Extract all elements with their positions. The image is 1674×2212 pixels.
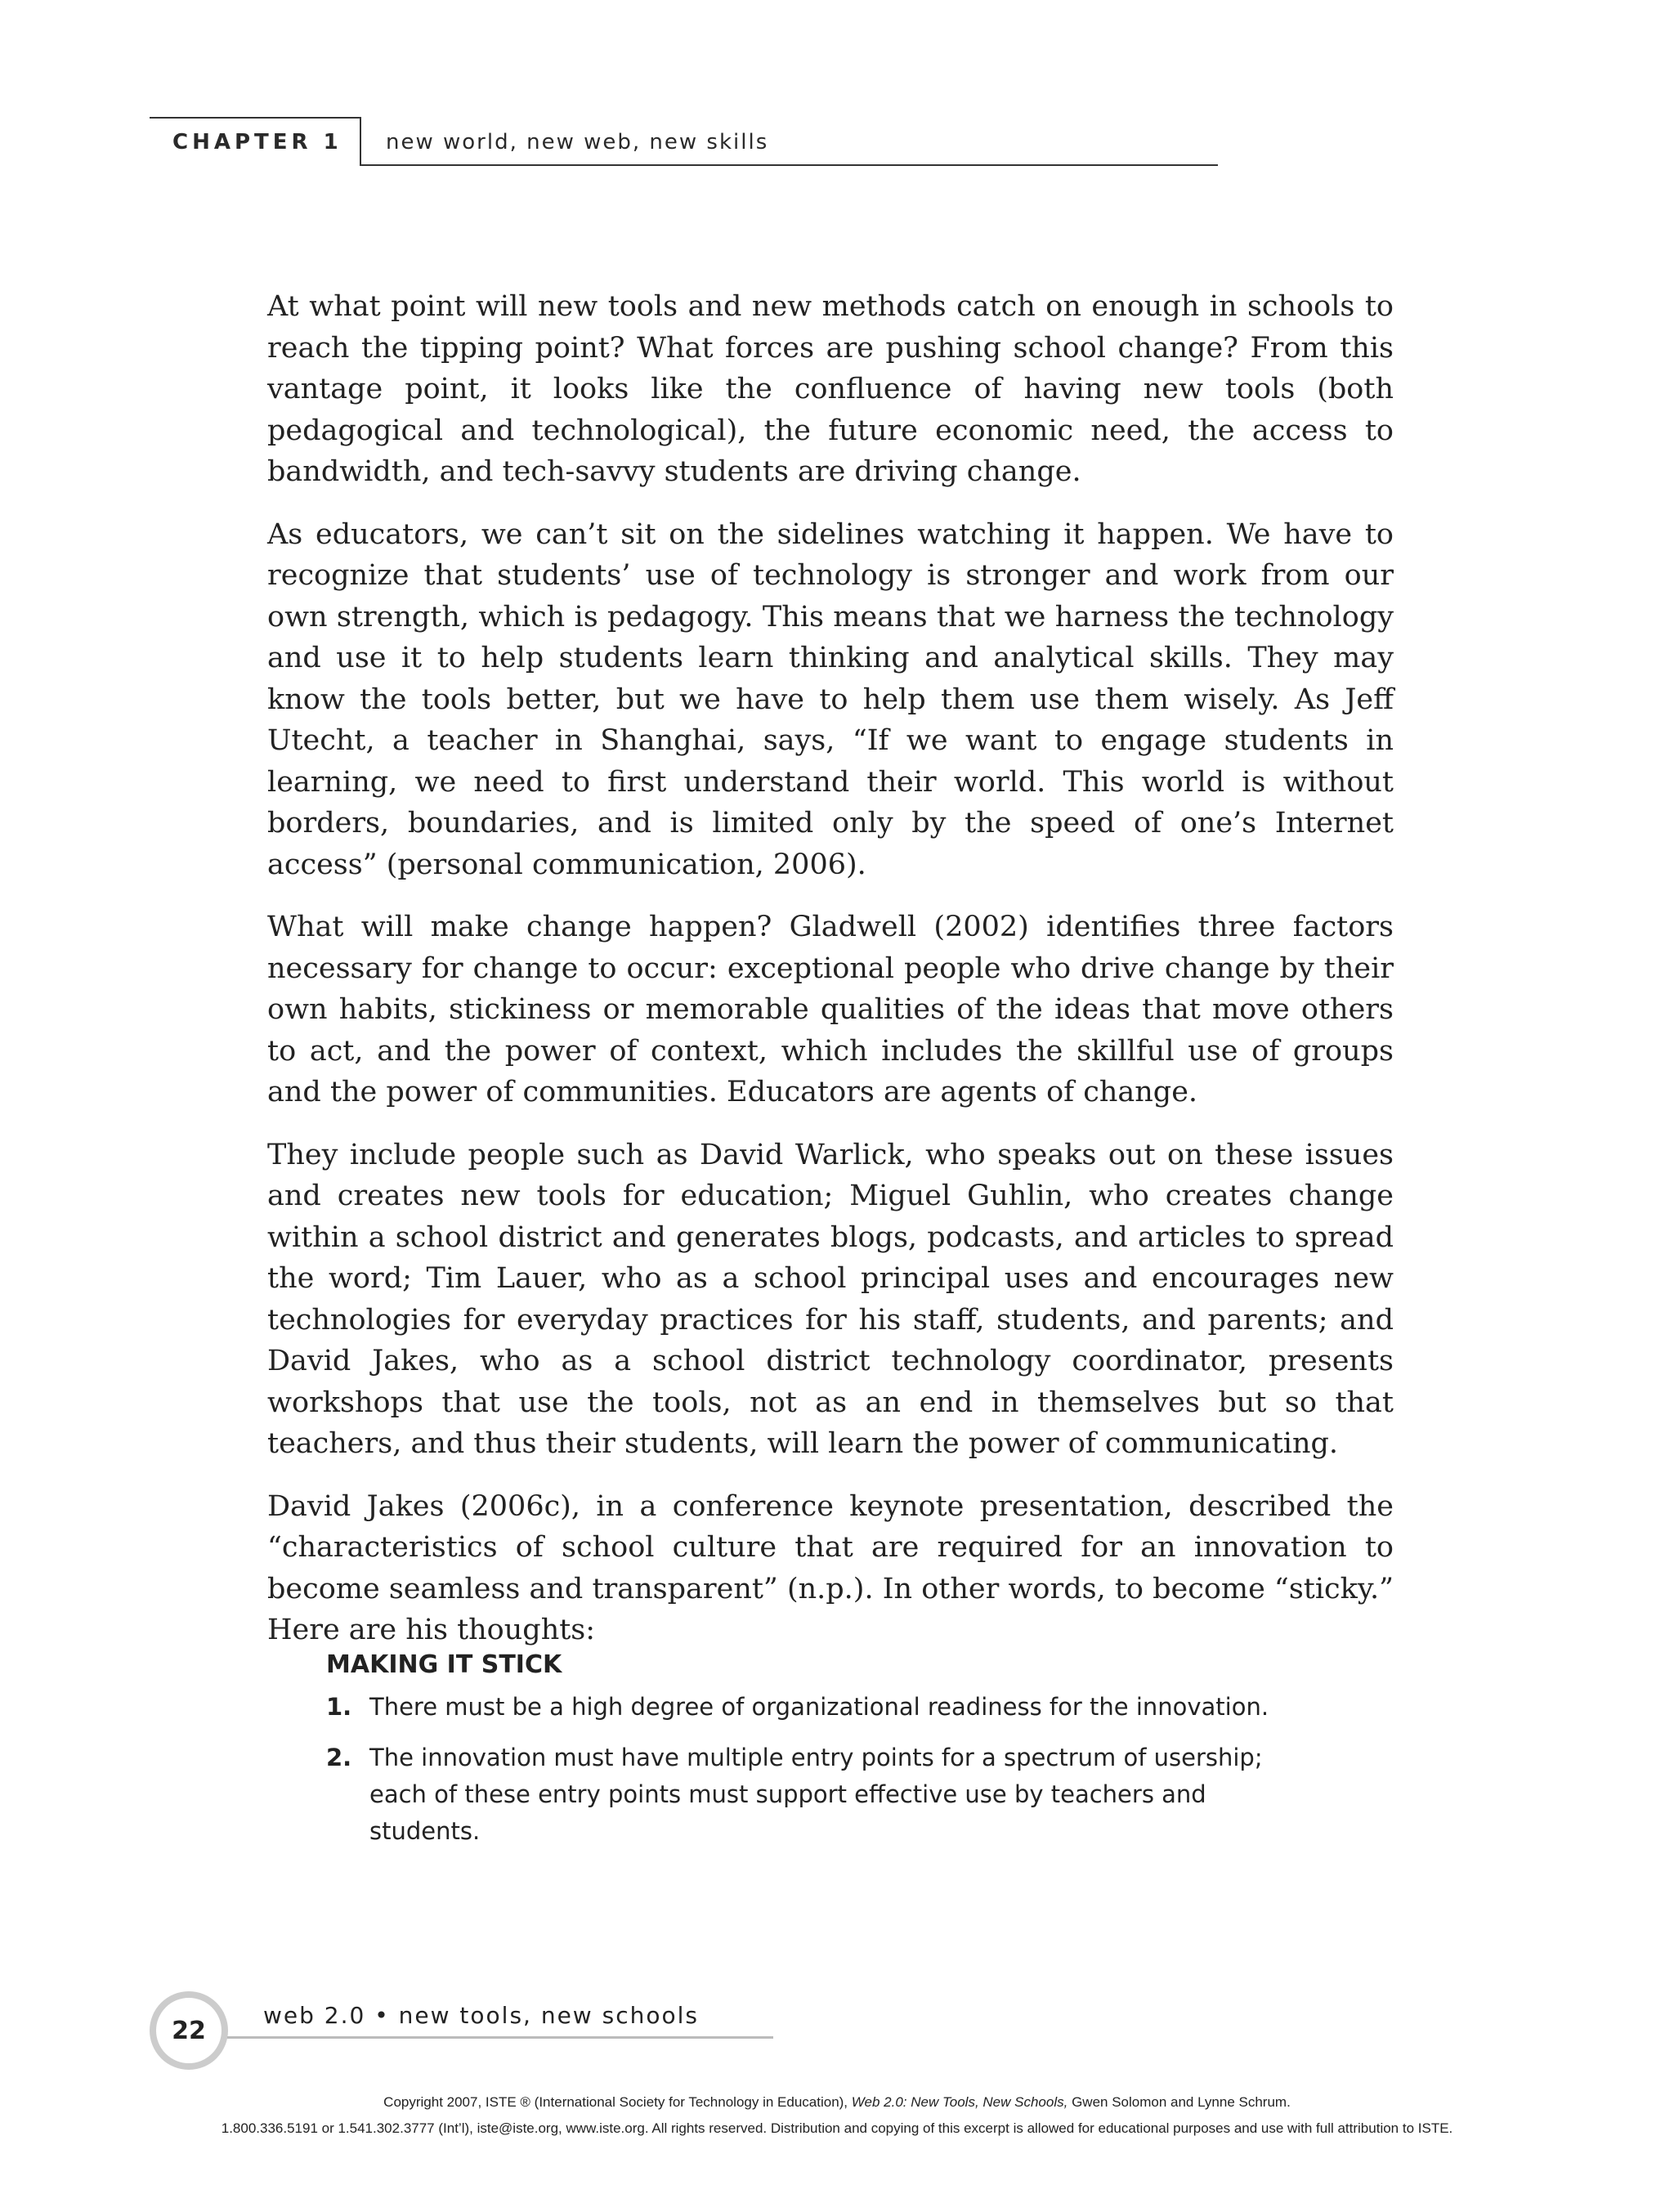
body-paragraph: As educators, we can’t sit on the sidelines watching it happen. We have to recognize that students’ use of technology is stronger and work from our own strength, which is pedagogy. This means that we harness the technology and use it to help students learn thinking and analytical skills. They may know the tools better, but we have to help them use them wisely. As Jeff Utecht, a teacher in Shanghai, says, “If we want to engage students in learning, we need to first understand their world. This world is without borders, boundaries, and is limited only by the speed of one’s Internet access” (personal communication, 2006). [267,517,1394,881]
page-number: 22 [172,2016,206,2045]
copyright-line-2: 1.800.336.5191 or 1.541.302.3777 (Int’l), iste@iste.org, www.iste.org. All rights reserved. Distribution and copying of this excerpt is allowed for educational purposes and use with full attribution to ISTE. [221,2120,1453,2136]
copyright-line-1 [0,2094,1674,2111]
body-paragraph: What will make change happen? Gladwell (2002) identifies three factors necessary for change to occur: exceptional people who drive change by their own habits, stickiness or memorable qualities of the ideas that move others to act, and the power of context, which includes the skillful use of groups and the power of communities. Educators are agents of change. [267,911,1394,1108]
body-paragraph: David Jakes (2006c), in a conference keynote presentation, described the “characteristics of school culture that are required for an innovation to become seamless and transparent” (n.p.). In other words, to become “sticky.” Here are his thoughts: [267,1489,1394,1646]
copyright-book-title: Web 2.0: New Tools, New Schools, [851,2094,1068,2110]
list-heading: MAKING IT STICK [326,1650,562,1679]
chapter-label: CHAPTER 1 [172,130,342,154]
numbered-list [326,1689,1274,1850]
copyright-prefix: Copyright 2007, ISTE ® (International Society for Technology in Education), [383,2094,852,2110]
body-paragraph: At what point will new tools and new methods catch on enough in schools to reach the tipping point? What forces are pushing school change? From this vantage point, it looks like the confluence of having new tools (both pedagogical and technological), the future economic need, the access to bandwidth, and tech-savvy students are driving change. [267,290,1394,488]
header-bottom-rule [360,164,1218,166]
list-item-text: There must be a high degree of organizational readiness for the innovation. [369,1693,1269,1721]
making-it-stick-list [326,1650,1274,1864]
page-number-badge [150,1991,228,2070]
running-header [150,117,1073,166]
list-item [326,1740,1274,1850]
list-item-text: The innovation must have multiple entry points for a spectrum of usership; each of these entry points must support effective use by teachers and students. [369,1744,1263,1845]
body-paragraph: They include people such as David Warlick, who speaks out on these issues and creates new tools for education; Miguel Guhlin, who creates change within a school district and generates blogs, podcasts, and articles to spread the word; Tim Lauer, who as a school principal uses and encourages new technologies for everyday practices for his staff, students, and parents; and David Jakes, who as a school district technology coordinator, presents workshops that use the tools, not as an end in themselves but so that teachers, and thus their students, will learn the power of communicating. [267,1138,1394,1460]
body-text [267,286,1394,1672]
chapter-title: new world, new web, new skills [386,130,769,154]
copyright-authors: Gwen Solomon and Lynne Schrum. [1068,2094,1291,2110]
footer-book-title: web 2.0 • new tools, new schools [263,2002,699,2029]
list-item [326,1689,1274,1726]
list-item-number: 1. [326,1693,352,1721]
header-divider [360,117,361,166]
list-item-number: 2. [326,1744,352,1771]
footer-rule [227,2036,773,2039]
header-top-rule [150,117,360,119]
